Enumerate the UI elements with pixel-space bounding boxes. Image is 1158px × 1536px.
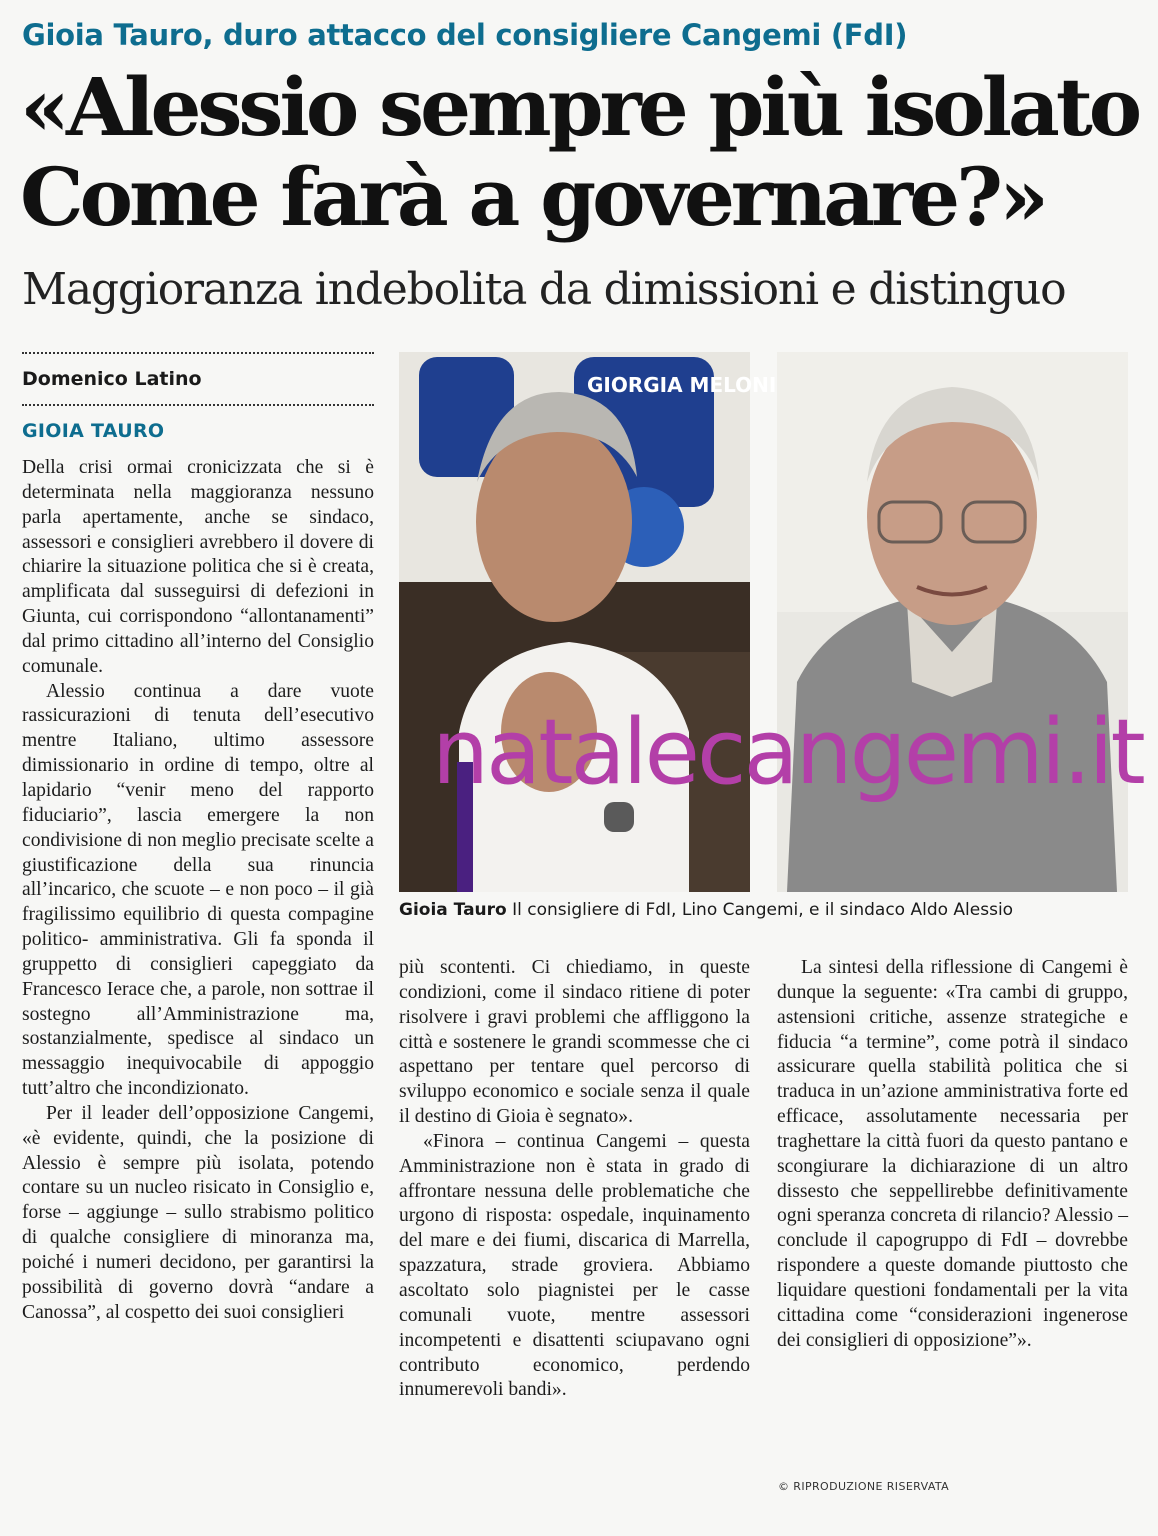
text-column-2 xyxy=(399,956,750,1403)
text-column-3 xyxy=(777,956,1128,1354)
byline-divider-bottom xyxy=(22,404,374,406)
photo-lino-cangemi xyxy=(399,352,777,892)
paragraph: «Finora – continua Cangemi – questa Amministrazione non è stata in grado di affrontare nessuna delle problematiche che urgono di risposta: ospedale, inquinamento del mare e dei fiumi, discarica di Marrella, spazzatura, strade groviera. Abbiamo ascoltato solo piagnistei per le casse comunali vuote, mentre assessori incompetenti e disattenti sciupavano ogni contributo economico, perdendo innumerevoli bandi». xyxy=(399,1130,750,1401)
headline-line-2: Come farà a governare?» xyxy=(20,150,1045,244)
dateline: GIOIA TAURO xyxy=(22,420,165,442)
photo-backdrop-text: GIORGIA MELONI xyxy=(587,373,777,397)
caption-text: Il consigliere di FdI, Lino Cangemi, e il sindaco Aldo Alessio xyxy=(512,900,1014,920)
text-column-1 xyxy=(22,456,374,1326)
photo-aldo-alessio xyxy=(777,352,1128,892)
headline-line-1: «Alessio sempre più isolato xyxy=(20,60,1139,154)
paragraph: Della crisi ormai cronicizzata che si è determinata nella maggioranza nessuno parla apertamente, anche se sindaco, assessori e consiglieri avrebbero il dovere di chiarire la situazione politica che si è creata, amplificata dal susseguirsi di defezioni in Giunta, cui corrispondono “allontanamenti” dal primo cittadino all’interno del Consiglio comunale. xyxy=(22,457,374,677)
photo-left-image xyxy=(399,352,777,892)
paragraph: Alessio continua a dare vuote rassicurazioni di tenuta dell’esecutivo mentre Italiano, ultimo assessore dimissionario in ordine di tempo, oltre al lapidario “venir meno del rapporto fiduciario”, lascia emergere la non condivisione di non meglio precisate scelte a giustificazione della sua rinuncia all’incarico, che scuote – e non poco – il già fragilissimo equilibrio di questa compagine politico- amministrativa. Gli fa sponda il gruppetto di consiglieri capeggiato da Francesco Ierace che, a parole, non sottrae il sostegno all’Amministrazione ma, sostanzialmente, spedisce al sindaco un messaggio inequivocabile di appoggio tutt’altro che incondizionato. xyxy=(22,680,374,1100)
caption-place: Gioia Tauro xyxy=(399,900,507,920)
article-headline xyxy=(20,62,1145,242)
photo-right-image xyxy=(777,352,1128,892)
photo-caption xyxy=(399,900,1139,920)
site-watermark: natalecangemi.it xyxy=(432,700,1143,805)
byline: Domenico Latino xyxy=(22,368,202,390)
article-subheadline: Maggioranza indebolita da dimissioni e distinguo xyxy=(22,264,1066,315)
paragraph: più scontenti. Ci chiediamo, in queste condizioni, come il sindaco ritiene di poter risolvere i gravi problemi che affliggono la città e sostenere le grandi scommesse che ci aspettano per tentare quel percorso di sviluppo economico e sociale senza il quale il destino di Gioia è segnato». xyxy=(399,957,750,1128)
paragraph: Per il leader dell’opposizione Cangemi, «è evidente, quindi, che la posizione di Alessio è sempre più isolata, potendo contare su un nucleo risicato in Consiglio e, forse – aggiunge – sullo strabismo politico di qualche consigliere di minoranza ma, poiché i numeri decidono, per garantirsi la possibilità di governo dovrà “andare a Canossa”, al cospetto dei suoi consiglieri xyxy=(22,1102,374,1323)
byline-divider-top xyxy=(22,352,374,354)
paragraph: La sintesi della riflessione di Cangemi è dunque la seguente: «Tra cambi di gruppo, astensioni critiche, assenze strategiche e fiducia “a termine”, come potrà il sindaco assicurare quella stabilità politica che si traduca in un’azione amministrativa forte ed efficace, assolutamente necessaria per traghettare la città fuori da questo pantano e scongiurare la dichiarazione di un altro dissesto che seppellirebbe definitivamente ogni speranza concreta di rilancio? Alessio – conclude il capogruppo di FdI – dovrebbe rispondere a queste domande piuttosto che liquidare questioni fondamentali per la vita cittadina come “considerazioni ingenerose dei consiglieri di opposizione”». xyxy=(777,957,1128,1351)
copyright-notice: © RIPRODUZIONE RISERVATA xyxy=(778,1480,950,1493)
article-kicker: Gioia Tauro, duro attacco del consigliere Cangemi (FdI) xyxy=(22,18,908,52)
